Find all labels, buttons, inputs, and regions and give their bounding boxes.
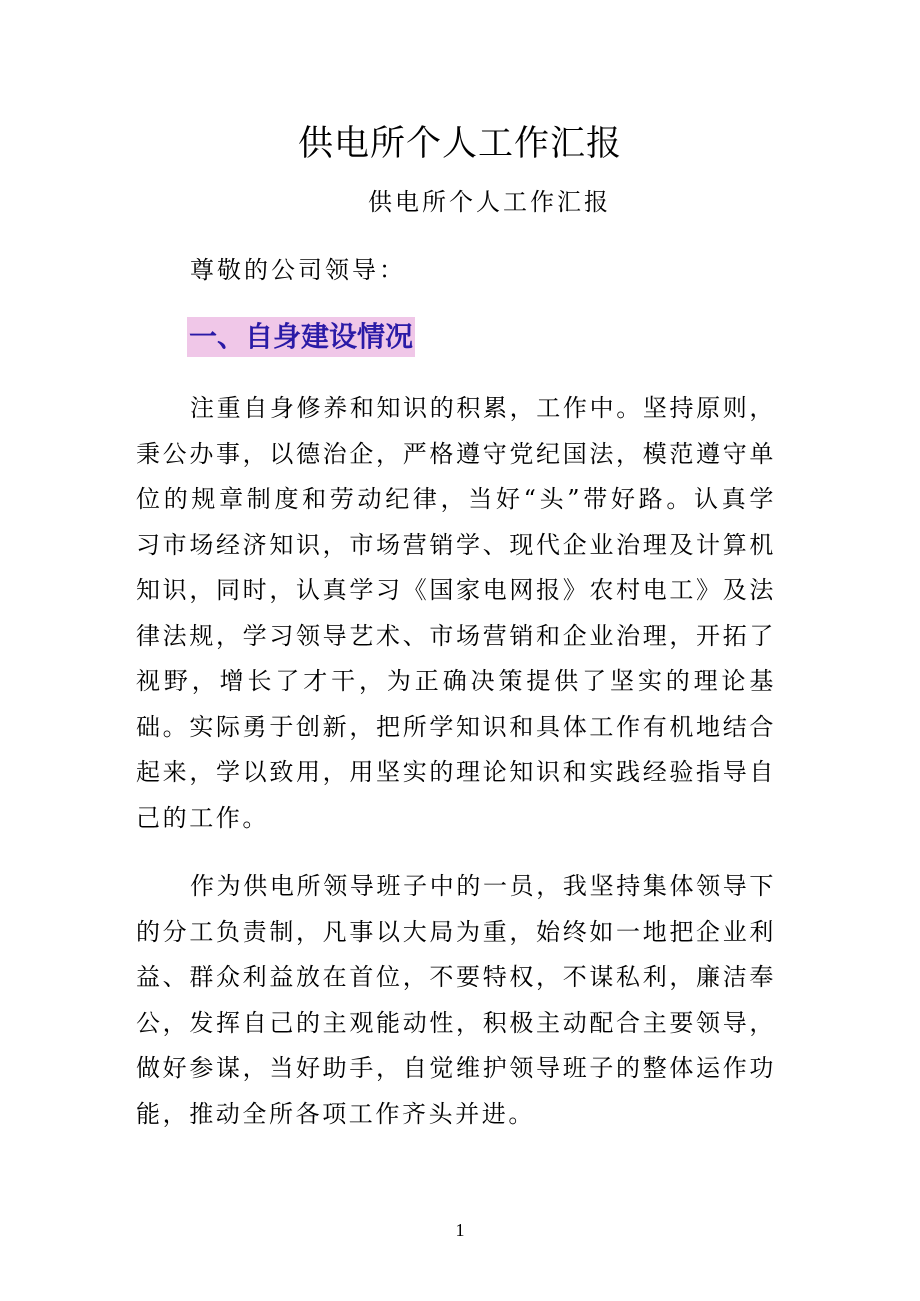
section-heading: 一、自身建设情况 xyxy=(187,317,415,357)
page-number: 1 xyxy=(455,1220,465,1240)
document-subtitle: 供电所个人工作汇报 xyxy=(368,188,611,216)
document-title: 供电所个人工作汇报 xyxy=(297,124,622,164)
body-paragraph: 注重自身修养和知识的积累，工作中。坚持原则，秉公办事，以德治企，严格遵守党纪国法，模范遵守单位的规章制度和劳动纪律，当好“头”带好路。认真学习市场经济知识，市场营销学、现代企业治理及计算机知识，同时，认真学习《国家电网报》农村电工》及法律法规，学习领导艺术、市场营销和企业治理，开拓了视野，增长了才干，为正确决策提供了坚实的理论基础。实际勇于创新，把所学知识和具体工作有机地结合起来，学以致用，用坚实的理论知识和实践经验指导自己的工作。 xyxy=(136,394,776,832)
body-paragraph: 作为供电所领导班子中的一员，我坚持集体领导下的分工负责制，凡事以大局为重，始终如一地把企业利益、群众利益放在首位，不要特权，不谋私利，廉洁奉公，发挥自己的主观能动性，积极主动配合主要领导，做好参谋，当好助手，自觉维护领导班子的整体运作功能，推动全所各项工作齐头并进。 xyxy=(136,872,776,1128)
salutation: 尊敬的公司领导： xyxy=(190,256,406,284)
